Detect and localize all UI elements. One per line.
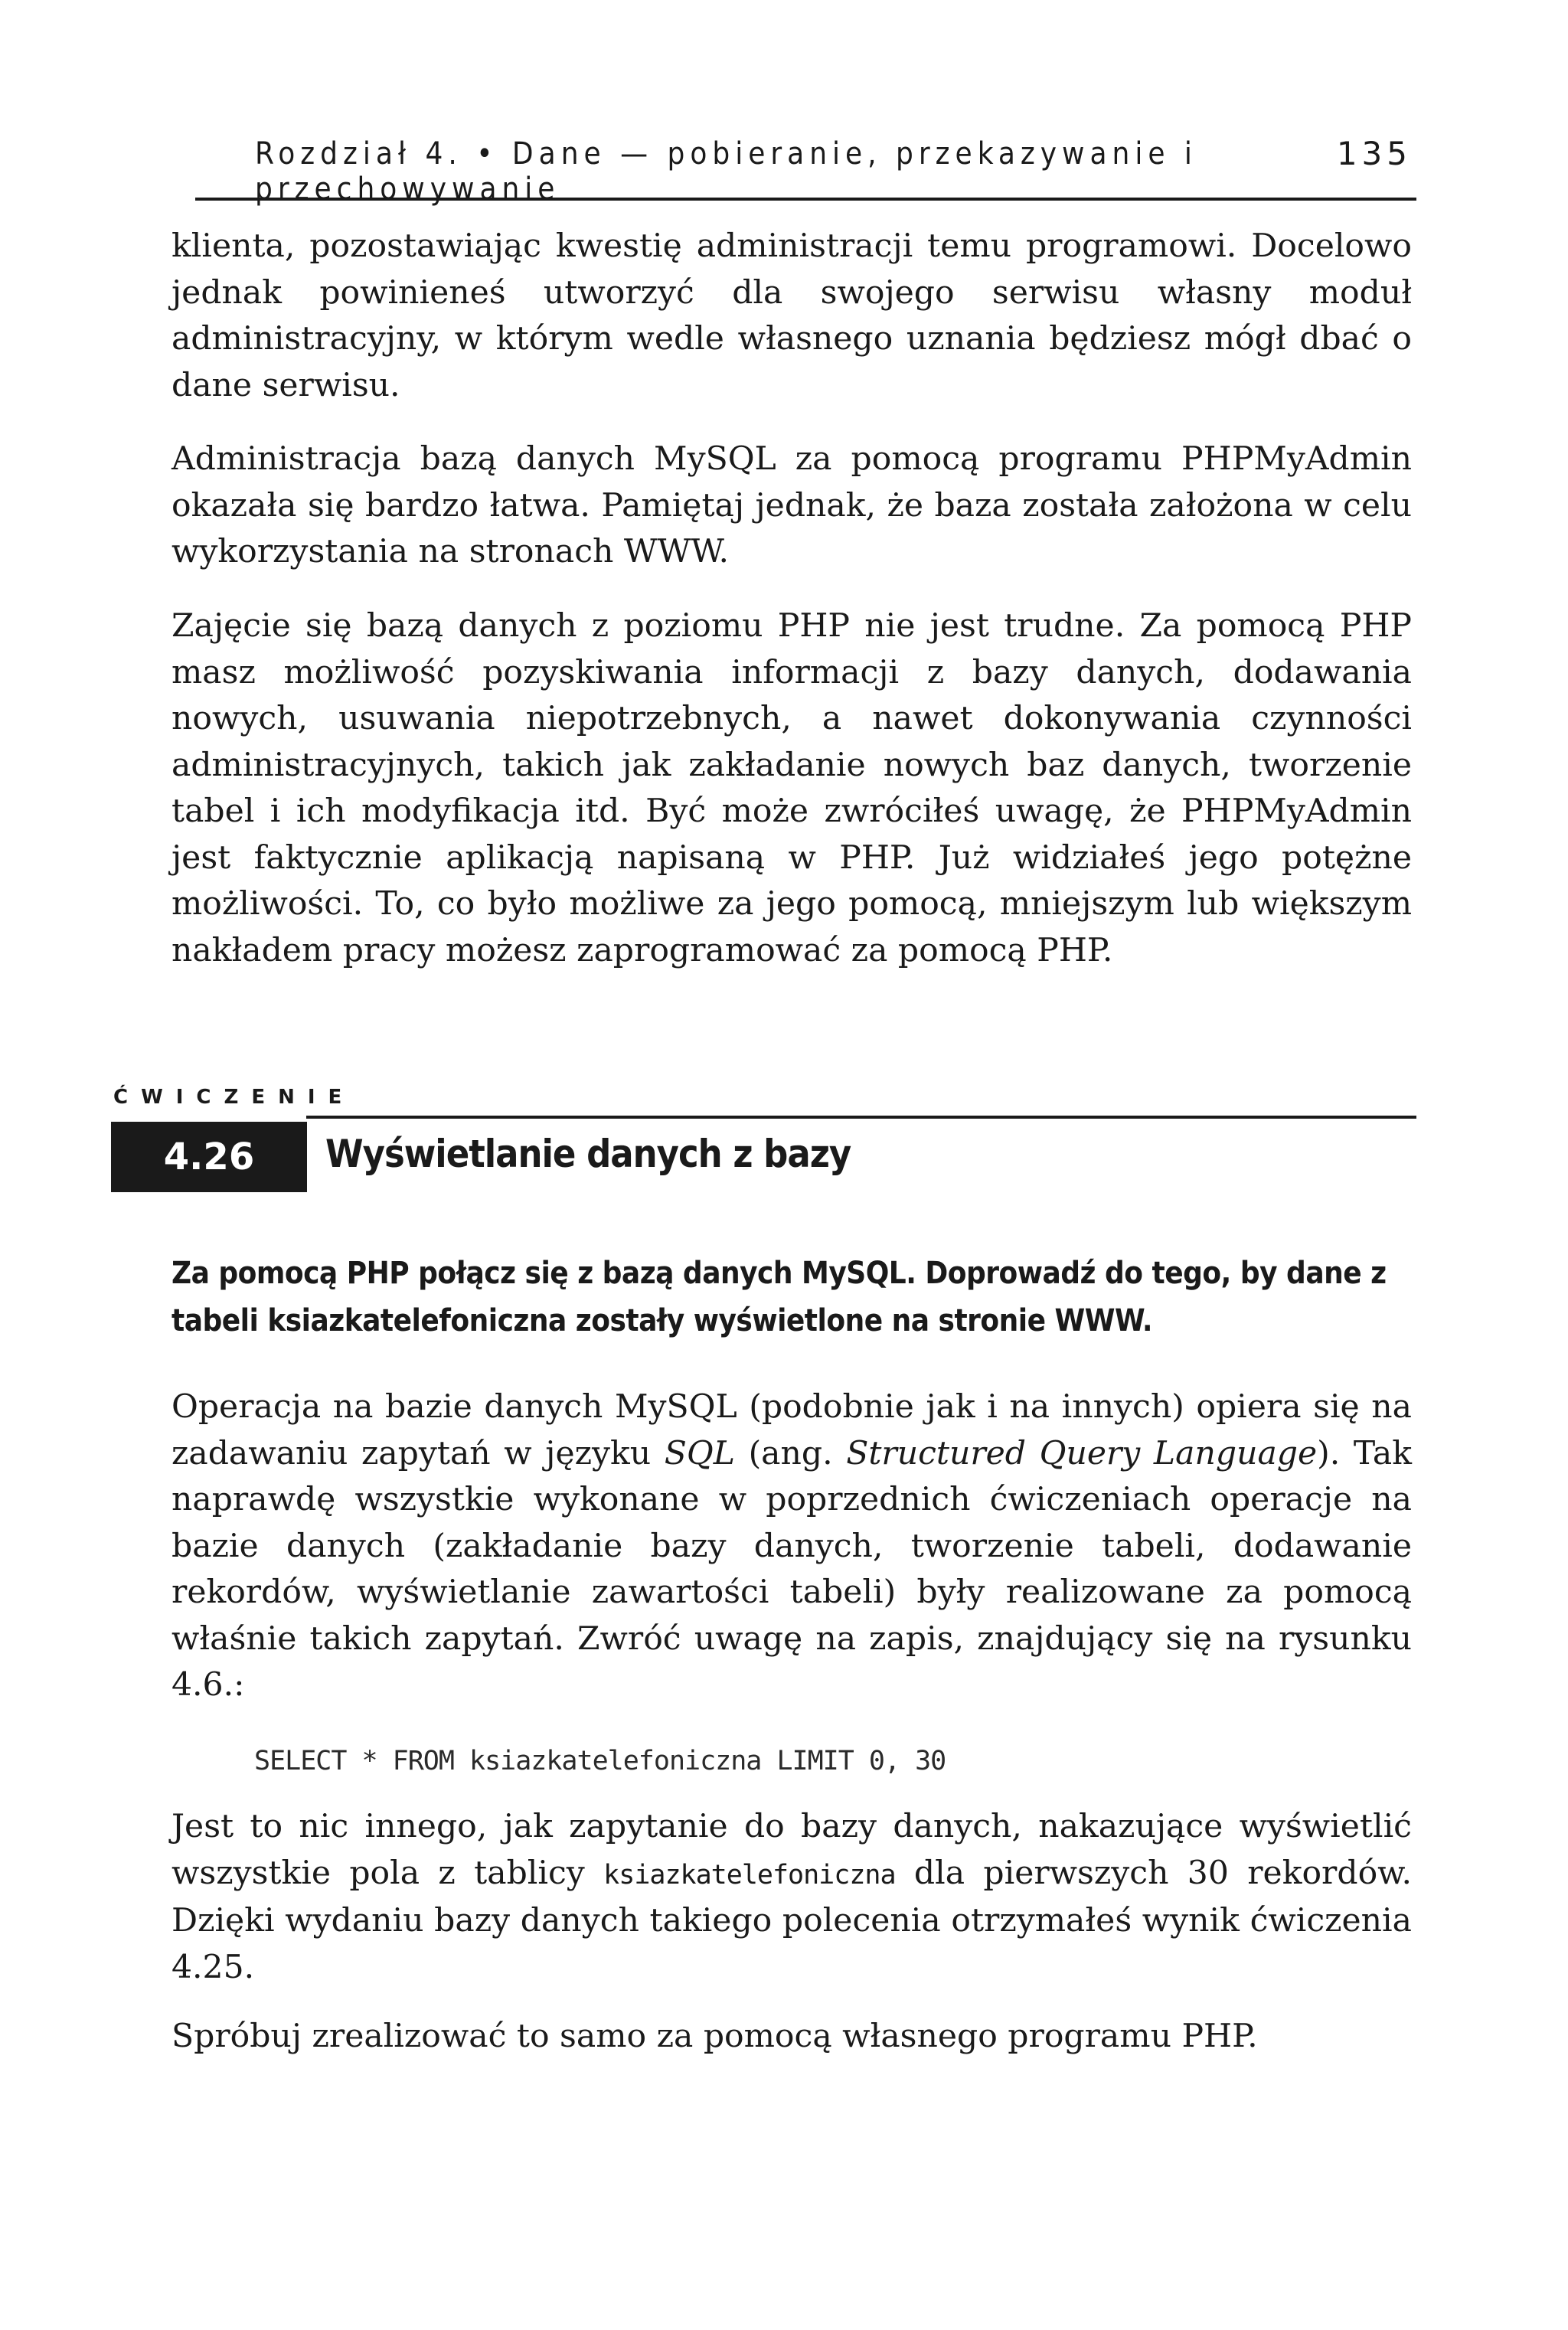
exercise-rule — [306, 1116, 1416, 1119]
p5-text-1: Jest to nic innego, jak zapytanie do bazy danych, nakazujące wyświetlić wszystkie pola z tablicy — [172, 1808, 1412, 1892]
page-number: 135 — [1336, 135, 1412, 172]
paragraph-6: Spróbuj zrealizować to samo za pomocą własnego programu PHP. — [172, 2018, 1258, 2055]
p5-text-2: dla pierwszych 30 rekordów. Dzięki wydaniu bazy danych takiego polecenia otrzymałeś wynik ćwiczenia 4.25. — [172, 1854, 1413, 1986]
exercise-task: Za pomocą PHP połącz się z bazą danych MySQL. Doprowadź do tego, by dane z tabeli ksiazkatelefoniczna zostały wyświetlone na stronie WWW. — [172, 1256, 1387, 1338]
paragraph-5 — [172, 1804, 1412, 1991]
exercise-number: 4.26 — [111, 1122, 307, 1192]
exercise-title: Wyświetlanie danych z bazy — [325, 1132, 851, 1176]
exercise-label: ĆWICZENIE — [113, 1086, 355, 1109]
inline-table-name: ksiazkatelefoniczna — [603, 1859, 896, 1890]
sql-code-example: SELECT * FROM ksiazkatelefoniczna LIMIT 0, 30 — [254, 1746, 946, 1776]
paragraph-2: Administracja bazą danych MySQL za pomocą programu PHPMyAdmin okazała się bardzo łatwa. Pamiętaj jednak, że baza została założona w celu wykorzystania na stronach WWW. — [172, 440, 1412, 570]
running-header — [195, 129, 1416, 207]
p4-text-2: (ang. — [734, 1434, 847, 1472]
sql-term: SQL — [664, 1434, 735, 1472]
p4-text-1: Operacja na bazie danych MySQL (podobnie jak i na innych) opiera się na zadawaniu zapytań w języku — [172, 1388, 1412, 1472]
p4-text-3: ). Tak naprawdę wszystkie wykonane w poprzednich ćwiczeniach operacje na bazie danych (zakładanie bazy danych, tworzenie tabeli, dodawanie rekordów, wyświetlanie zawartości tabeli) były realizowane za pomocą właśnie takich zapytań. Zwróć uwagę na zapis, znajdujący się na rysunku 4.6.: — [172, 1434, 1412, 1704]
paragraph-1: klienta, pozostawiając kwestię administracji temu programowi. Docelowo jednak powinieneś utworzyć dla swojego serwisu własny moduł administracyjny, w którym wedle własnego uznania będziesz mógł dbać o dane serwisu. — [172, 227, 1412, 404]
paragraph-3: Zajęcie się bazą danych z poziomu PHP nie jest trudne. Za pomocą PHP masz możliwość pozyskiwania informacji z bazy danych, dodawania nowych, usuwania niepotrzebnych, a nawet dokonywania czynności administracyjnych, takich jak zakładanie nowych baz danych, tworzenie tabel i ich modyfikacja itd. Być może zwróciłeś uwagę, że PHPMyAdmin jest faktycznie aplikacją napisaną w PHP. Już widziałeś jego potężne możliwości. To, co było możliwe za jego pomocą, mniejszym lub większym nakładem pracy możesz zaprogramować za pomocą PHP. — [172, 607, 1412, 969]
paragraph-4 — [172, 1384, 1412, 1709]
running-title: Rozdział 4. • Dane — pobieranie, przekazywanie i przechowywanie — [255, 136, 1197, 207]
sql-full-name: Structured Query Language — [846, 1434, 1318, 1472]
